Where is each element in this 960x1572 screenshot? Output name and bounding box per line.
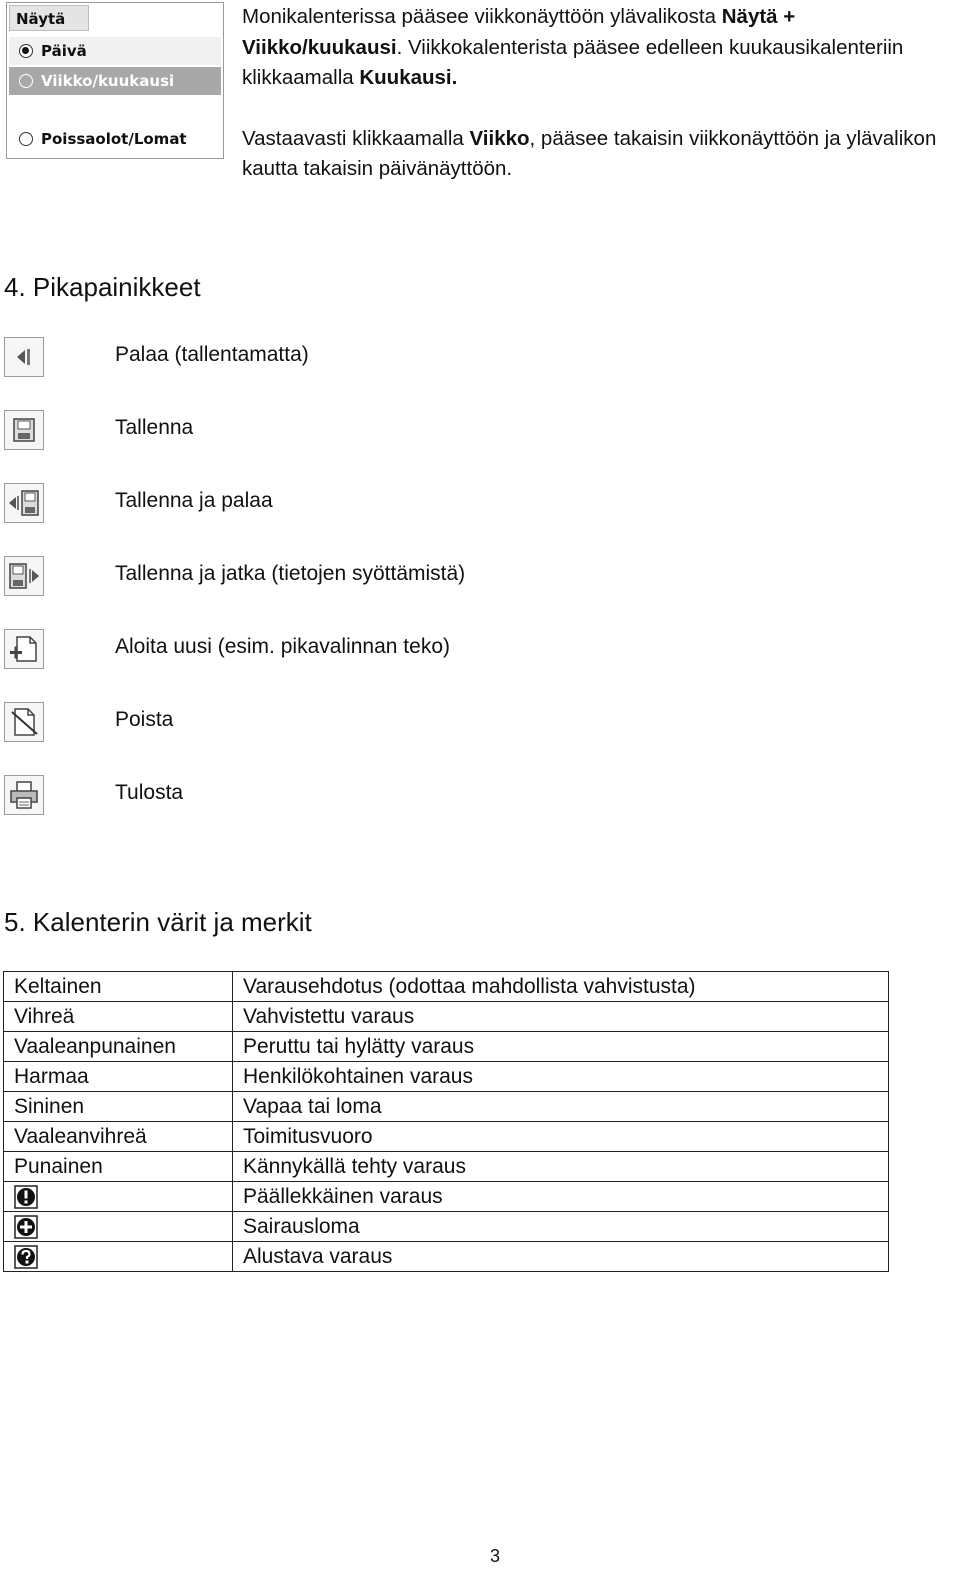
radio-selected-icon[interactable]	[19, 44, 33, 58]
quick-button-row	[4, 337, 704, 379]
menu-title[interactable]: Näytä	[9, 5, 89, 31]
intro-paragraph-1	[242, 2, 957, 94]
symbol-cell	[4, 1242, 233, 1272]
meaning-cell: Sairausloma	[233, 1212, 889, 1242]
table-row	[4, 1092, 889, 1122]
quick-button-row	[4, 775, 704, 817]
meaning-cell: Päällekkäinen varaus	[233, 1182, 889, 1212]
table-row	[4, 972, 889, 1002]
save-and-continue-icon[interactable]	[4, 556, 44, 596]
quick-button-label: Aloita uusi (esim. pikavalinnan teko)	[115, 635, 450, 658]
section-heading-quick-buttons: 4. Pikapainikkeet	[4, 272, 201, 302]
table-row	[4, 1212, 889, 1242]
text-run: Monikalenterissa pääsee viikkonäyttöön ylävalikosta	[242, 5, 722, 28]
quick-button-label: Tallenna	[115, 416, 194, 439]
quick-button-label: Tulosta	[115, 781, 184, 804]
save-disk-icon[interactable]	[4, 410, 44, 450]
quick-button-label: Palaa (tallentamatta)	[115, 343, 309, 366]
meaning-cell: Vapaa tai loma	[233, 1092, 889, 1122]
meaning-cell: Vahvistettu varaus	[233, 1002, 889, 1032]
meaning-cell: Toimitusvuoro	[233, 1122, 889, 1152]
section-heading-colors: 5. Kalenterin värit ja merkit	[4, 907, 312, 937]
radio-icon[interactable]	[19, 132, 33, 146]
plus-circle-icon	[14, 1215, 38, 1239]
table-row	[4, 1152, 889, 1182]
color-name-cell: Vaaleanvihreä	[4, 1122, 233, 1152]
quick-button-row	[4, 702, 704, 744]
delete-document-icon[interactable]	[4, 702, 44, 742]
text-run: , pääsee takaisin viikkonäyttöön ja ylävalikon kautta takaisin päivänäyttöön.	[242, 126, 937, 180]
quick-button-label: Poista	[115, 708, 174, 731]
menu-item-label: Poissaolot/Lomat	[41, 130, 187, 148]
color-name-cell: Sininen	[4, 1092, 233, 1122]
back-arrow-icon[interactable]	[4, 337, 44, 377]
menu-item-week-month[interactable]	[9, 67, 221, 95]
meaning-cell: Alustava varaus	[233, 1242, 889, 1272]
page-number: 3	[490, 1546, 501, 1566]
table-row	[4, 1002, 889, 1032]
symbol-cell	[4, 1212, 233, 1242]
color-name-cell: Keltainen	[4, 972, 233, 1002]
quick-button-row	[4, 483, 704, 525]
color-name-cell: Vihreä	[4, 1002, 233, 1032]
quick-button-label: Tallenna ja palaa	[115, 489, 273, 512]
meaning-cell: Varausehdotus (odottaa mahdollista vahvistusta)	[233, 972, 889, 1002]
table-row	[4, 1122, 889, 1152]
new-document-icon[interactable]	[4, 629, 44, 669]
intro-paragraph-2	[242, 124, 957, 185]
table-row	[4, 1242, 889, 1272]
quick-button-row	[4, 629, 704, 671]
table-row	[4, 1062, 889, 1092]
menu-item-label: Viikko/kuukausi	[41, 72, 175, 90]
bold-text: Näytä + Viikko/kuukausi	[242, 5, 796, 59]
bold-text: Kuukausi.	[359, 66, 458, 89]
text-run: . Viikkokalenterista pääsee edelleen kuukausikalenteriin klikkaamalla	[242, 35, 904, 89]
quick-button-row	[4, 556, 704, 598]
radio-icon[interactable]	[19, 74, 33, 88]
printer-icon[interactable]	[4, 775, 44, 815]
calendar-legend-table	[3, 971, 889, 1272]
question-icon	[14, 1245, 38, 1269]
exclamation-icon	[14, 1185, 38, 1209]
save-and-back-icon[interactable]	[4, 483, 44, 523]
color-name-cell: Vaaleanpunainen	[4, 1032, 233, 1062]
color-name-cell: Harmaa	[4, 1062, 233, 1092]
quick-button-label: Tallenna ja jatka (tietojen syöttämistä)	[115, 562, 466, 585]
table-row	[4, 1182, 889, 1212]
text-run: Vastaavasti klikkaamalla	[242, 126, 470, 150]
menu-item-day[interactable]	[9, 37, 221, 65]
symbol-cell	[4, 1182, 233, 1212]
quick-button-row	[4, 410, 704, 452]
meaning-cell: Kännykällä tehty varaus	[233, 1152, 889, 1182]
menu-item-absences[interactable]	[9, 125, 221, 153]
menu-item-label: Päivä	[41, 42, 87, 60]
bold-text: Viikko	[469, 126, 530, 150]
intro-text	[242, 2, 957, 185]
meaning-cell: Peruttu tai hylätty varaus	[233, 1032, 889, 1062]
meaning-cell: Henkilökohtainen varaus	[233, 1062, 889, 1092]
view-menu	[6, 2, 224, 159]
table-row	[4, 1032, 889, 1062]
color-name-cell: Punainen	[4, 1152, 233, 1182]
